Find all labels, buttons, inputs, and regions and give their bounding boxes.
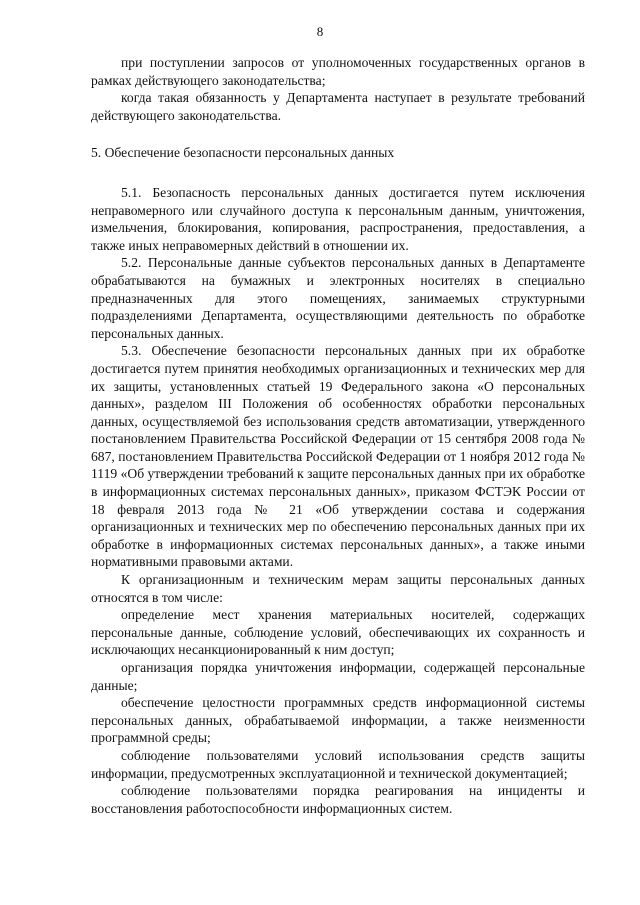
document-body [91,54,585,817]
list-item: соблюдение пользователями порядка реагирования на инциденты и восстановления работоспособности информационных систем. [91,783,585,816]
paragraph: К организационным и техническим мерам защиты персональных данных относятся в том числе: [91,572,585,605]
paragraph: 5.1. Безопасность персональных данных достигается путем исключения неправомерного или случайного доступа к персональным данным, уничтожения, измельчения, блокирования, копирования, распространения, предоставления, а также иных неправомерных действий в отношении их. [91,184,585,253]
paragraph: при поступлении запросов от уполномоченных государственных органов в рамках действующего законодательства; [91,55,585,88]
paragraph: 5.3. Обеспечение безопасности персональных данных при их обработке достигается путем принятия необходимых организационных и технических мер для их защиты, установленных статьей 19 Федерального закона «О персональных данных», разделом III Положения об особенностях обработки персональных данных, осуществляемой без использования средств автоматизации, утвержденного постановлением Правительства Российской Федерации от 15 сентября 2008 года № 687, постановлением Правительства Российской Федерации от 1 ноября 2012 года № 1119 «Об утверждении требований к защите персональных данных при их обработке в информационных системах персональных данных», приказом ФСТЭК России от 18 февраля 2013 года № 21 «Об утверждении состава и содержания организационных и технических мер по обеспечению персональных данных при их обработке в информационных системах персональных данных», а также иными нормативными правовыми актами. [91,343,585,570]
list-item: определение мест хранения материальных носителей, содержащих персональные данные, соблюдение условий, обеспечивающих их сохранность и исключающих несанкционированный к ним доступ; [91,607,585,658]
paragraph: когда такая обязанность у Департамента наступает в результате требований действующего законодательства. [91,90,585,123]
list-item: обеспечение целостности программных средств информационной системы персональных данных, обрабатываемой информации, а также неизменности программной среды; [91,695,585,746]
page-number: 8 [316,24,324,39]
list-item: соблюдение пользователями условий использования средств защиты информации, предусмотренных эксплуатационной и технической документацией; [91,747,585,781]
list-item: организация порядка уничтожения информации, содержащей персональные данные; [91,660,585,693]
paragraph: 5.2. Персональные данные субъектов персональных данных в Департаменте обрабатываются на бумажных и электронных носителях в специально предназначенных для этого помещениях, занимаемых структурными подразделениями Департамента, осуществляющими деятельность по обработке персональных данных. [91,255,585,341]
section-heading: 5. Обеспечение безопасности персональных данных [91,145,395,161]
